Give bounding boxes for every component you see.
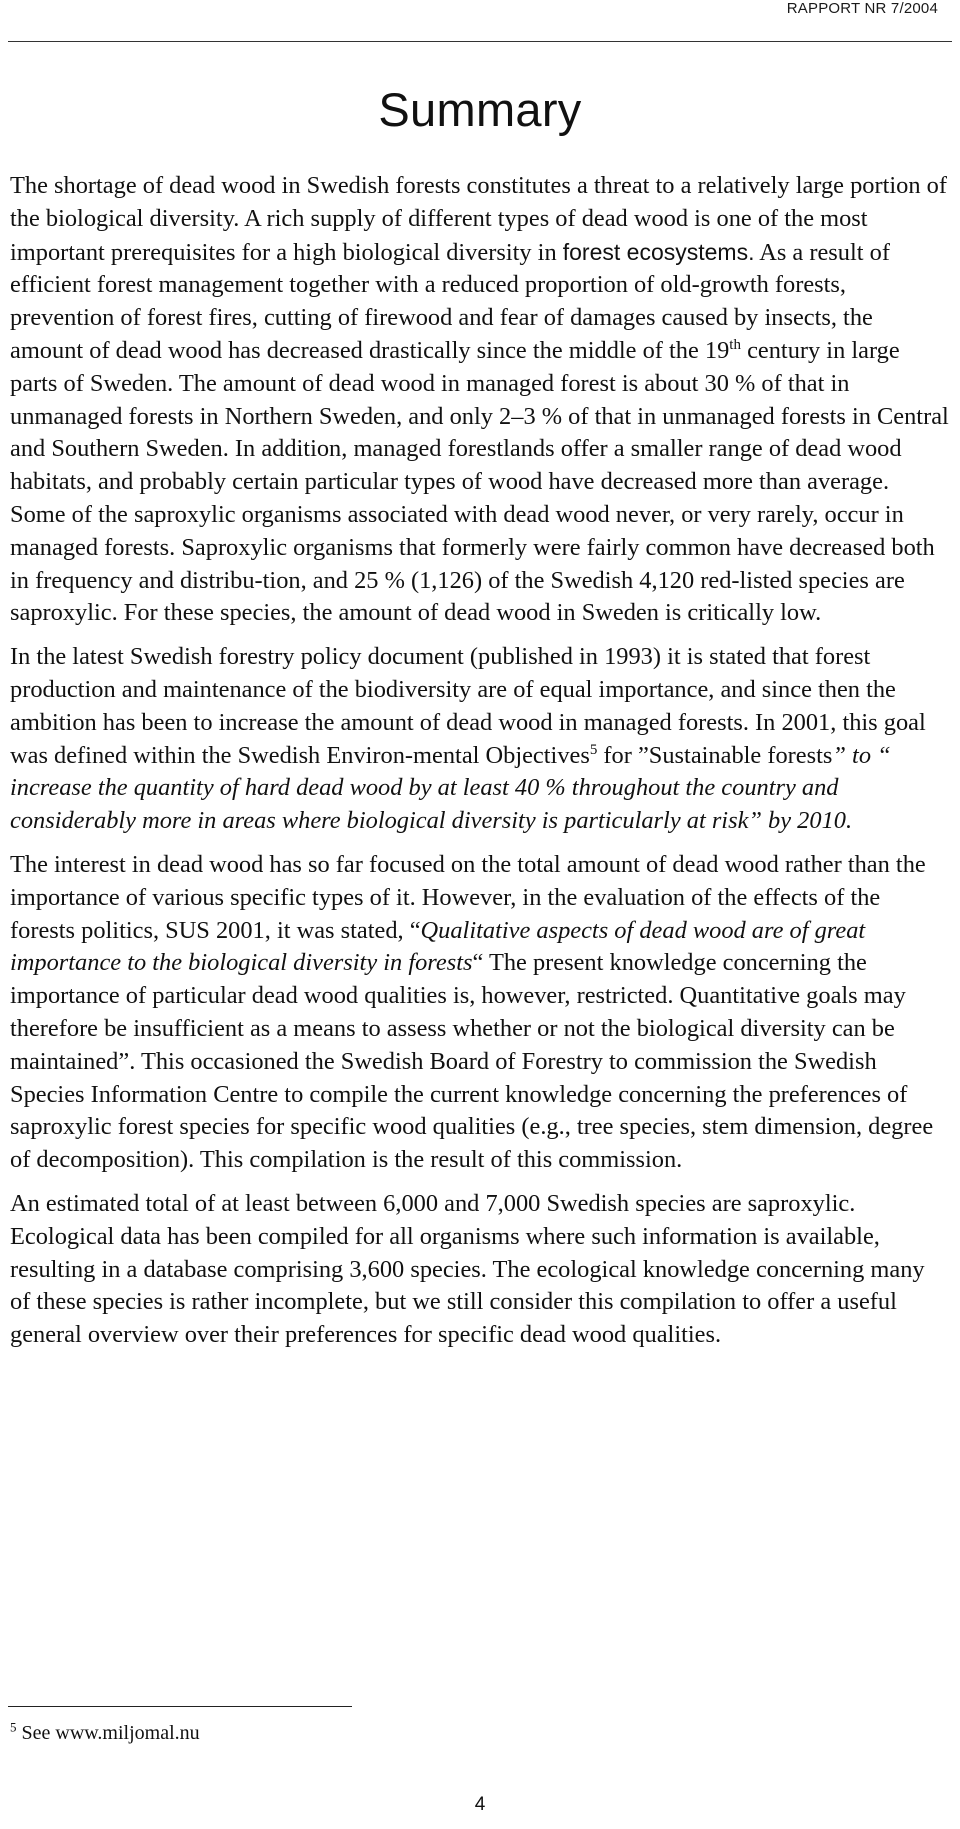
paragraph-4: An estimated total of at least between 6,000 and 7,000 Swedish species are saproxylic. Ecological data has been compiled for all organisms where such information is available, resulting in a database comprising 3,600 species. The ecological knowledge concerning many of these species is rather incomplete, but we still consider this compilation to offer a useful general overview over their preferences for specific dead wood qualities. <box>10 1189 925 1349</box>
footnote-text: See www.miljomal.nu <box>16 1722 200 1744</box>
paragraph-2: In the latest Swedish forestry policy document (published in 1993) it is stated that forest production and maintenance of the biodiversity are of equal importance, and since then the ambition has been to increase the amount of dead wood in managed forests. In 2001, this goal was defined within the Swedish Environ-mental Objectives$^5$ for ”Sustainable forests” to “ increase the quantity of hard dead wood by at least 40 % throughout the country and considerably more in areas where biological diversity is particularly at risk” by 2010. <box>10 643 926 835</box>
footnote-marker: 5 <box>10 1719 17 1735</box>
superscript-th: th <box>729 336 741 353</box>
footnote-reference[interactable]: 5 <box>589 741 598 758</box>
page-title: Summary <box>378 83 582 136</box>
sus-quote: Qualitative aspects of dead wood are of great importance to the biological diversity in forests <box>10 916 866 977</box>
page-number: 4 <box>474 1794 486 1815</box>
summary-body <box>10 170 950 1363</box>
objective-quote: ” to “ increase the quantity of hard dead wood by at least 40 % throughout the country and considerably more in areas where biological diversity is particularly at risk” by 2010. <box>10 741 891 835</box>
running-header: RAPPORT NR 7/2004 <box>786 0 938 17</box>
footnote <box>10 1719 200 1745</box>
paragraph-1: The shortage of dead wood in Swedish forests constitutes a threat to a relatively large portion of the biological diversity. A rich supply of different types of dead wood is one of the most important prerequisites for a high biological diversity in forest ecosystems. As a result of efficient forest management together with a reduced proportion of old-growth forests, prevention of forest fires, cutting of firewood and fear of damages caused by insects, the amount of dead wood has decreased drastically since the middle of the 19th century in large parts of Sweden. The amount of dead wood in managed forest is about 30 % of that in unmanaged forests in Northern Sweden, and only 2–3 % of that in unmanaged forests in Central and Southern Sweden. In addition, managed forestlands offer a smaller range of dead wood habitats, and probably certain particular types of wood have decreased more than average. Some of the saproxylic organisms associated with dead wood never, or very rarely, occur in managed forests. Saproxylic organisms that formerly were fairly common have decreased both in frequency and distribu-tion, and 25 % (1,126) of the Swedish 4,120 red-listed species are saproxylic. For these species, the amount of dead wood in Sweden is critically low. <box>10 172 949 627</box>
footnote-divider <box>8 1706 352 1707</box>
header-divider <box>8 41 952 42</box>
paragraph-3: The interest in dead wood has so far focused on the total amount of dead wood rather than the importance of various specific types of it. However, in the evaluation of the effects of the forests politics, SUS 2001, it was stated, “Qualitative aspects of dead wood are of great importance to the biological diversity in forests“ The present knowledge concerning the importance of particular dead wood qualities is, however, restricted. Quantitative goals may therefore be insufficient as a means to assess whether or not the biological diversity can be maintained”. This occasioned the Swedish Board of Forestry to commission the Swedish Species Information Centre to compile the current knowledge concerning the preferences of saproxylic forest species for specific wood qualities (e.g., tree species, stem dimension, degree of decomposition). This compilation is the result of this commission. <box>10 850 934 1174</box>
